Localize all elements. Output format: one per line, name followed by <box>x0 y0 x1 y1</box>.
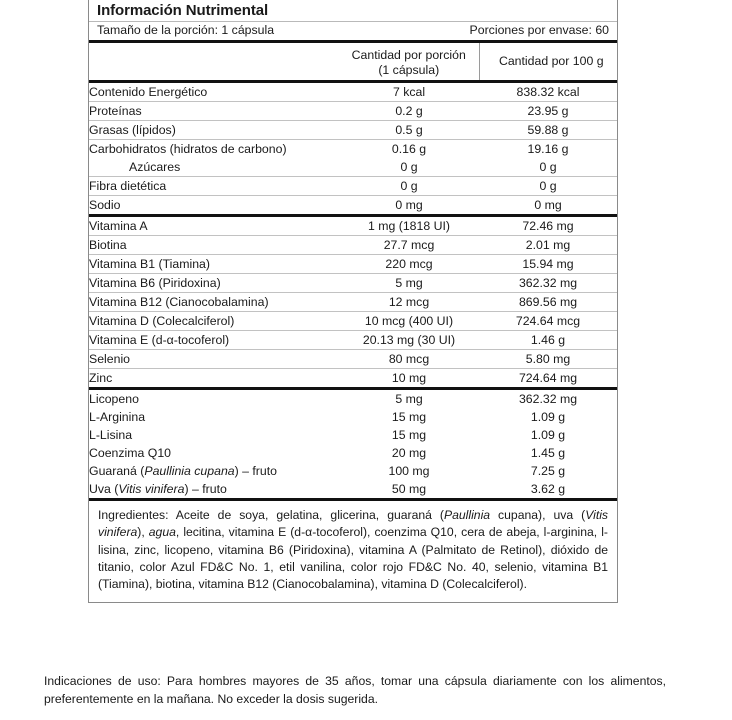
header-cell-name <box>89 43 339 82</box>
table-row <box>89 480 617 498</box>
row-amount-per-100g: 1.09 g <box>530 428 566 442</box>
table-row <box>89 331 617 350</box>
row-amount-per-100g: 1.45 g <box>530 446 566 460</box>
row-amount-per-serving: 0 g <box>339 177 479 196</box>
table-row <box>89 216 617 236</box>
row-nutrient-name: Sodio <box>89 196 339 216</box>
table-row <box>89 312 617 331</box>
row-nutrient-name: Vitamina B12 (Cianocobalamina) <box>89 293 339 312</box>
table-row <box>89 121 617 140</box>
row-amount-per-serving: 0.16 g <box>339 140 479 159</box>
nutrient-name-prefix: Guaraná ( <box>89 464 145 478</box>
table-row <box>89 389 617 409</box>
row-nutrient-name: Vitamina B6 (Piridoxina) <box>89 274 339 293</box>
nutrient-name-suffix: ) – fruto <box>184 482 227 496</box>
servings-per-container-text: Porciones por envase: 60 <box>469 23 609 37</box>
ingredients-text-part4: , lecitina, vitamina E (d-α-tocoferol), coenzima Q10, cera de abeja, l-arginina, l-lisina, zinc, licopeno, vitamina B6 (Piridoxina), vitamina A (Palmitato de Retinol), dióxido de titanio, color Azul FD&C No. 1, etil vanilina, color rojo FD&C No. 40, selenio, vitamina B1 (Tiamina), biotina, vitamina B12 (Cianocobalamina), vitamina D (Colecalciferol). <box>98 525 608 592</box>
nutrient-name-botanical: Vitis vinifera <box>118 482 185 496</box>
row-amount-per-100g: 724.64 mg <box>479 369 617 389</box>
row-nutrient-name: Proteínas <box>89 102 339 121</box>
nutrient-name-prefix: Uva ( <box>89 482 119 496</box>
row-nutrient-name <box>89 480 339 498</box>
row-amount-per-serving: 0.5 g <box>339 121 479 140</box>
row-nutrient-name: Vitamina D (Colecalciferol) <box>89 312 339 331</box>
row-amount-per-serving: 15 mg <box>391 410 427 424</box>
table-row <box>89 102 617 121</box>
table-row <box>89 196 617 216</box>
row-amount-per-serving: 50 mg <box>391 482 427 496</box>
header-cell-per-100g: Cantidad por 100 g <box>498 54 604 68</box>
row-amount-per-serving: 0 mg <box>339 196 479 216</box>
row-amount-per-100g: 59.88 g <box>479 121 617 140</box>
row-nutrient-name: Fibra dietética <box>89 177 339 196</box>
serving-info-row <box>89 21 617 43</box>
row-amount-per-100g: 362.32 mg <box>479 274 617 293</box>
row-nutrient-name: Licopeno <box>89 389 339 409</box>
nutrients-table <box>89 43 617 498</box>
row-nutrient-name: Carbohidratos (hidratos de carbono) <box>89 140 339 159</box>
ingredients-text-part2: cupana), uva ( <box>490 508 586 522</box>
row-nutrient-name <box>89 462 339 480</box>
ingredients-italic-agua: agua <box>148 525 176 540</box>
row-amount-per-serving: 5 mg <box>339 274 479 293</box>
nutrients-table-body <box>89 43 617 498</box>
nutrition-facts-panel <box>88 0 618 603</box>
ingredients-italic-vitis-vinifera: Vitis vinifera <box>98 508 609 540</box>
row-amount-per-serving: 12 mcg <box>339 293 479 312</box>
row-amount-per-100g: 0 g <box>479 177 617 196</box>
row-amount-per-100g: 3.62 g <box>530 482 566 496</box>
row-nutrient-name: L-Arginina <box>89 410 146 424</box>
table-row <box>89 426 617 444</box>
row-nutrient-name: Grasas (lípidos) <box>89 121 339 140</box>
table-row <box>89 158 617 177</box>
row-amount-per-serving: 220 mcg <box>339 255 479 274</box>
row-amount-per-serving: 27.7 mcg <box>339 236 479 255</box>
table-row <box>89 293 617 312</box>
row-amount-per-100g: 0 g <box>539 160 557 174</box>
row-amount-per-serving: 80 mcg <box>339 350 479 369</box>
row-amount-per-serving: 0 g <box>400 160 418 174</box>
row-amount-per-100g: 838.32 kcal <box>479 82 617 102</box>
row-nutrient-name: Azúcares <box>129 160 181 174</box>
row-amount-per-100g: 1.46 g <box>479 331 617 350</box>
table-row <box>89 236 617 255</box>
table-row <box>89 408 617 426</box>
row-amount-per-serving: 7 kcal <box>339 82 479 102</box>
row-nutrient-name: Vitamina E (d-α-tocoferol) <box>89 331 339 350</box>
row-amount-per-serving: 20.13 mg (30 UI) <box>339 331 479 350</box>
row-nutrient-name: Selenio <box>89 350 339 369</box>
nutrient-name-botanical: Paullinia cupana <box>144 464 235 478</box>
header-cell-per-serving <box>339 43 479 82</box>
nutrient-name-suffix: ) – fruto <box>234 464 277 478</box>
panel-title: Información Nutrimental <box>97 2 269 19</box>
ingredients-text-part3: ), <box>137 525 149 540</box>
ingredients-italic-paullinia: Paullinia <box>443 508 491 522</box>
table-row <box>89 462 617 480</box>
row-amount-per-100g: 0 mg <box>479 196 617 216</box>
table-row <box>89 255 617 274</box>
serving-size-text: Tamaño de la porción: 1 cápsula <box>97 23 275 37</box>
table-row <box>89 140 617 159</box>
row-nutrient-name: Biotina <box>89 236 339 255</box>
header-per-serving-line2: (1 cápsula) <box>378 63 440 77</box>
row-nutrient-name: Vitamina A <box>89 216 339 236</box>
ingredients-label: Ingredientes: <box>98 508 169 522</box>
ingredients-text-part1: Aceite de soya, gelatina, glicerina, guaraná ( <box>168 508 444 522</box>
row-amount-per-serving: 10 mg <box>339 369 479 389</box>
header-per-serving-line1: Cantidad por porción <box>351 48 466 62</box>
row-amount-per-100g: 869.56 mg <box>479 293 617 312</box>
row-amount-per-serving: 0.2 g <box>339 102 479 121</box>
row-amount-per-serving: 5 mg <box>339 389 479 409</box>
ingredients-block <box>89 498 617 602</box>
row-nutrient-name: Vitamina B1 (Tiamina) <box>89 255 339 274</box>
row-amount-per-serving: 20 mg <box>391 446 427 460</box>
row-amount-per-serving: 100 mg <box>388 464 430 478</box>
row-amount-per-100g: 1.09 g <box>530 410 566 424</box>
row-amount-per-100g: 5.80 mg <box>479 350 617 369</box>
row-amount-per-serving: 1 mg (1818 UI) <box>339 216 479 236</box>
table-row <box>89 369 617 389</box>
row-amount-per-100g: 19.16 g <box>479 140 617 159</box>
table-row <box>89 177 617 196</box>
table-header-row <box>89 43 617 82</box>
row-amount-per-100g: 7.25 g <box>530 464 566 478</box>
row-amount-per-serving: 10 mcg (400 UI) <box>339 312 479 331</box>
row-amount-per-100g: 724.64 mcg <box>479 312 617 331</box>
table-row <box>89 350 617 369</box>
row-nutrient-name: Contenido Energético <box>89 82 339 102</box>
row-amount-per-serving: 15 mg <box>391 428 427 442</box>
row-amount-per-100g: 23.95 g <box>479 102 617 121</box>
row-nutrient-name: Coenzima Q10 <box>89 446 172 460</box>
row-amount-per-100g: 72.46 mg <box>479 216 617 236</box>
table-row <box>89 274 617 293</box>
table-row <box>89 444 617 462</box>
row-amount-per-100g: 2.01 mg <box>479 236 617 255</box>
row-nutrient-name: L-Lisina <box>89 428 133 442</box>
row-amount-per-100g: 362.32 mg <box>479 389 617 409</box>
table-row <box>89 82 617 102</box>
row-nutrient-name: Zinc <box>89 369 339 389</box>
usage-instructions: Indicaciones de uso: Para hombres mayores de 35 años, tomar una cápsula diariamente con los alimentos, preferentemente en la mañana. No exceder la dosis sugerida. <box>44 674 666 707</box>
row-amount-per-100g: 15.94 mg <box>479 255 617 274</box>
